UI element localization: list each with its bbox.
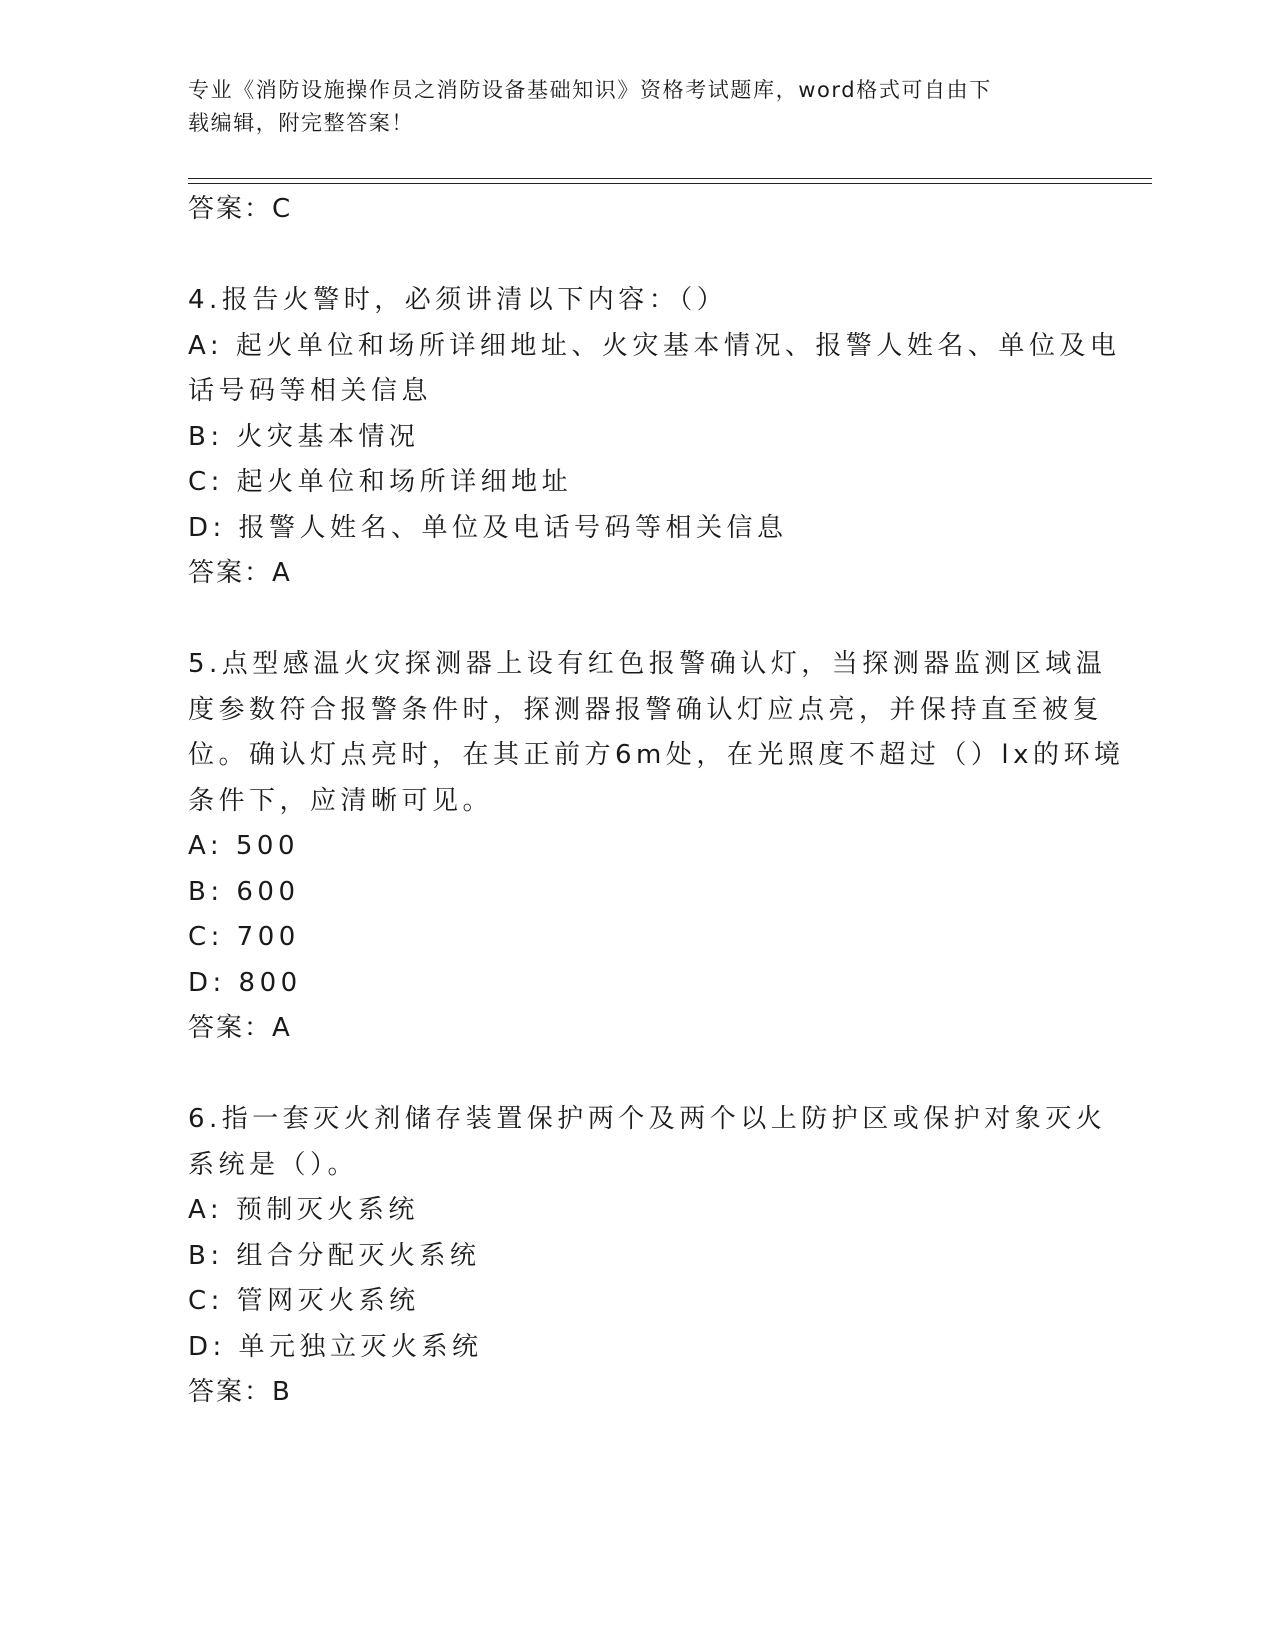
spacer bbox=[188, 233, 1088, 279]
option-d: D: 单元独立灭火系统 bbox=[188, 1331, 483, 1362]
option-a: A: 起火单位和场所详细地址、火灾基本情况、报警人姓名、单位及电 bbox=[188, 330, 1121, 361]
question-stem: 条件下，应清晰可见。 bbox=[188, 785, 494, 816]
option-c: C: 管网灭火系统 bbox=[188, 1286, 420, 1316]
answer: 答案：A bbox=[188, 1013, 292, 1043]
answer: 答案：B bbox=[188, 1377, 292, 1407]
option-d: D: 报警人姓名、单位及电话号码等相关信息 bbox=[188, 512, 788, 543]
question-stem: 系统是（）。 bbox=[188, 1149, 359, 1180]
question-stem: 5.点型感温火灾探测器上设有红色报警确认灯，当探测器监测区域温 bbox=[188, 649, 1107, 679]
header-line-1: 专业《消防设施操作员之消防设备基础知识》资格考试题库，word格式可自由下 bbox=[188, 78, 992, 102]
question-stem: 6.指一套灭火剂储存装置保护两个及两个以上防护区或保护对象灭火 bbox=[188, 1104, 1107, 1134]
question-list bbox=[188, 187, 1125, 1416]
option-c: C: 700 bbox=[188, 922, 300, 952]
option-a: A: 500 bbox=[188, 831, 299, 861]
header-divider-bottom bbox=[188, 183, 1152, 184]
option-a-continued: 话号码等相关信息 bbox=[188, 376, 433, 406]
option-b: B: 组合分配灭火系统 bbox=[188, 1240, 481, 1271]
option-b: B: 600 bbox=[188, 876, 300, 907]
page-header bbox=[188, 74, 1068, 140]
question-stem: 度参数符合报警条件时，探测器报警确认灯应点亮，并保持直至被复 bbox=[188, 694, 1104, 725]
answer: 答案：A bbox=[188, 558, 292, 588]
spacer bbox=[188, 1052, 1088, 1098]
option-c: C: 起火单位和场所详细地址 bbox=[188, 467, 573, 497]
question-stem: 4.报告火警时，必须讲清以下内容：（） bbox=[188, 285, 728, 315]
option-d: D: 800 bbox=[188, 967, 302, 998]
question-6 bbox=[188, 1097, 1107, 1416]
option-b: B: 火灾基本情况 bbox=[188, 421, 420, 452]
question-4 bbox=[188, 278, 1121, 597]
header-line-2: 载编辑，附完整答案！ bbox=[188, 111, 414, 135]
question-stem: 位。确认灯点亮时，在其正前方6m处，在光照度不超过（）lx的环境 bbox=[188, 740, 1125, 770]
option-a: A: 预制灭火系统 bbox=[188, 1195, 419, 1225]
previous-answer: 答案：C bbox=[188, 194, 293, 224]
header-divider-top bbox=[188, 178, 1152, 179]
question-5 bbox=[188, 642, 1125, 1052]
spacer bbox=[188, 597, 1088, 643]
